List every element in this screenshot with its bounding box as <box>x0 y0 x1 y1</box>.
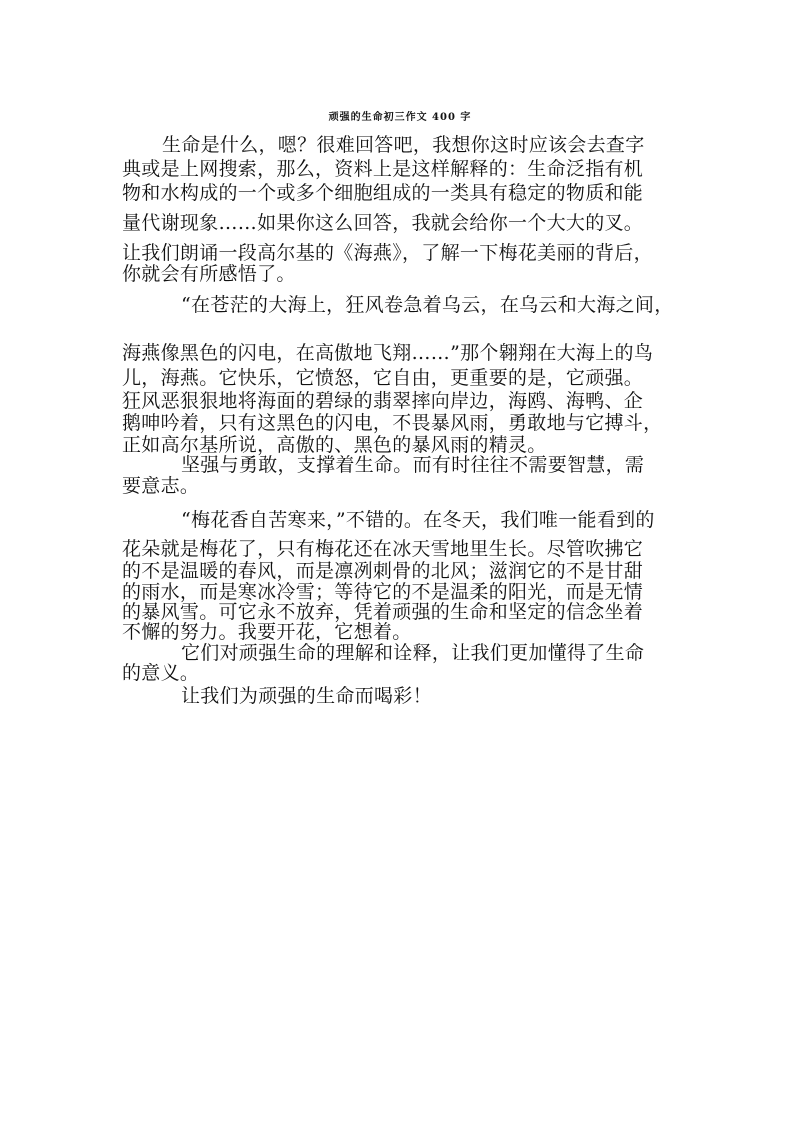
text-line: 让我们朗诵一段高尔基的《海燕》，了解一下梅花美丽的背后， <box>122 242 653 264</box>
text-line: 它们对顽强生命的理解和诠释，让我们更加懂得了生命 <box>181 642 645 664</box>
text-line: 要意志。 <box>122 475 200 497</box>
text-line: 典或是上网搜索，那么，资料上是这样解释的：生命泛指有机 <box>122 158 644 180</box>
text-line: 狂风恶狠狠地将海面的碧绿的翡翠摔向岸边，海鸥、海鸭、企 <box>122 390 644 412</box>
text-line: 不懈的努力。我要开花，它想着。 <box>122 621 412 643</box>
document-title: 顽强的生命初三作文 400 字 <box>328 112 472 123</box>
text-line: 的雨水，而是寒冰冷雪；等待它的不是温柔的阳光，而是无情 <box>122 581 644 603</box>
text-line: 物和水构成的一个或多个细胞组成的一类具有稳定的物质和能 <box>122 182 644 204</box>
text-line: “梅花香自苦寒来，”不错的。在冬天，我们唯一能看到的 <box>181 509 655 531</box>
text-line: 坚强与勇敢，支撑着生命。而有时往往不需要智慧，需 <box>181 454 645 476</box>
text-line: 鹅呻吟着，只有这黑色的闪电，不畏暴风雨，勇敢地与它搏斗， <box>122 412 663 434</box>
text-line: 海燕像黑色的闪电，在高傲地飞翔……”那个翱翔在大海上的鸟 <box>122 342 654 364</box>
text-line: 让我们为顽强的生命而喝彩！ <box>181 685 432 707</box>
text-line: 花朵就是梅花了，只有梅花还在冰天雪地里生长。尽管吹拂它 <box>122 538 644 560</box>
text-line: 你就会有所感悟了。 <box>122 263 296 285</box>
text-line: 生命是什么，嗯？很难回答吧，我想你这时应该会去查字 <box>162 134 645 156</box>
text-line: 的意义。 <box>122 662 200 684</box>
text-line: 量代谢现象……如果你这么回答，我就会给你一个大大的叉。 <box>122 212 644 234</box>
text-line: “在苍茫的大海上，狂风卷急着乌云，在乌云和大海之间， <box>181 294 674 316</box>
text-line: 的暴风雪。可它永不放弃，凭着顽强的生命和坚定的信念坐着 <box>122 601 644 623</box>
text-line: 的不是温暖的春风，而是凛冽刺骨的北风；滋润它的不是甘甜 <box>122 560 644 582</box>
text-line: 正如高尔基所说，高傲的、黑色的暴风雨的精灵。 <box>122 434 547 456</box>
text-line: 儿，海燕。它快乐，它愤怒，它自由，更重要的是，它顽强。 <box>122 367 644 389</box>
